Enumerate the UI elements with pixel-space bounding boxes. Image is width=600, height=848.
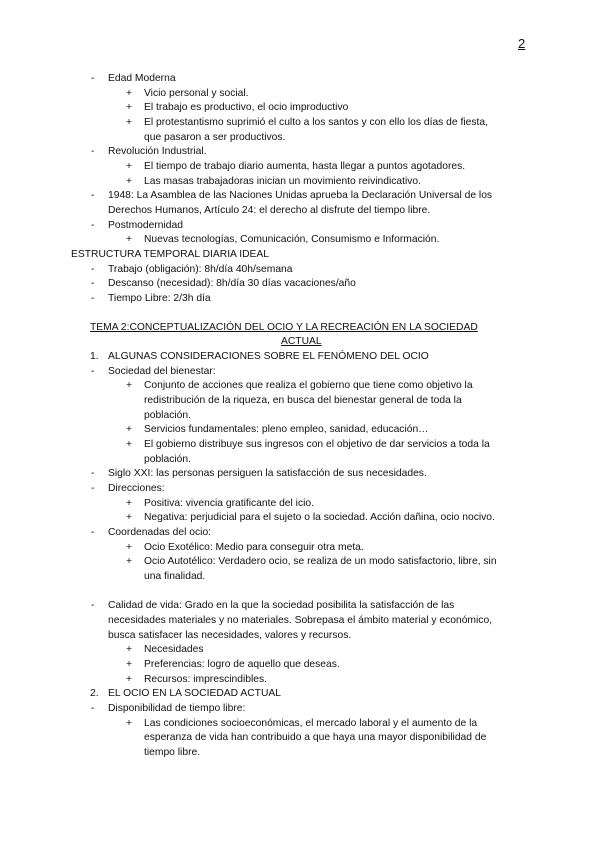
dash-bullet: - xyxy=(91,220,95,231)
list-item: Necesidades xyxy=(144,644,204,655)
list-item: Direcciones: xyxy=(108,483,165,494)
plus-bullet: + xyxy=(126,674,133,685)
plus-bullet: + xyxy=(126,556,133,567)
list-item-continuation: esperanza de vida han contribuido a que haya una mayor disponibilidad de xyxy=(144,732,487,743)
list-item-continuation: población. xyxy=(144,454,191,465)
list-item-continuation: una finalidad. xyxy=(144,571,206,582)
list-item-continuation: Derechos Humanos, Artículo 24: el derecho al disfrute del tiempo libre. xyxy=(108,205,431,216)
plus-bullet: + xyxy=(126,88,133,99)
list-item: Positiva: vivencia gratificante del icio. xyxy=(144,498,314,509)
dash-bullet: - xyxy=(91,293,95,304)
list-item-continuation: tiempo libre. xyxy=(144,747,201,758)
plus-bullet: + xyxy=(126,161,133,172)
plus-bullet: + xyxy=(126,102,133,113)
section-heading: ESTRUCTURA TEMPORAL DIARIA IDEAL xyxy=(71,249,269,260)
list-item: Trabajo (obligación): 8h/día 40h/semana xyxy=(108,264,293,275)
list-item: 1948: La Asamblea de las Naciones Unidas aprueba la Declaración Universal de los xyxy=(108,190,493,201)
section-number: 1. xyxy=(90,351,99,362)
subsection-heading: ALGUNAS CONSIDERACIONES SOBRE EL FENÓMENO DEL OCIO xyxy=(108,351,429,362)
list-item: Las condiciones socioeconómicas, el mercado laboral y el aumento de la xyxy=(144,718,478,729)
list-item: Coordenadas del ocio: xyxy=(108,527,212,538)
dash-bullet: - xyxy=(91,483,95,494)
list-item-continuation: necesidades materiales y no materiales. Sobrepasa el ámbito material y económico, xyxy=(108,615,493,626)
plus-bullet: + xyxy=(126,512,133,523)
list-item: Sociedad del bienestar: xyxy=(108,366,216,377)
dash-bullet: - xyxy=(91,146,95,157)
list-item: Recursos: imprescindibles. xyxy=(144,674,268,685)
plus-bullet: + xyxy=(126,176,133,187)
list-item: El gobierno distribuye sus ingresos con el objetivo de dar servicios a toda la xyxy=(144,439,490,450)
dash-bullet: - xyxy=(91,527,95,538)
list-item: Postmodernidad xyxy=(108,220,183,231)
plus-bullet: + xyxy=(126,644,133,655)
plus-bullet: + xyxy=(126,117,133,128)
list-item: Disponibilidad de tiempo libre: xyxy=(108,703,246,714)
list-item: Servicios fundamentales: pleno empleo, sanidad, educación… xyxy=(144,424,429,435)
list-item: Siglo XXI: las personas persiguen la satisfacción de sus necesidades. xyxy=(108,468,427,479)
list-item-continuation: que pasaron a ser productivos. xyxy=(144,132,286,143)
list-item-continuation: población. xyxy=(144,410,191,421)
dash-bullet: - xyxy=(91,468,95,479)
list-item: Preferencias: logro de aquello que deseas. xyxy=(144,659,340,670)
list-item: Conjunto de acciones que realiza el gobierno que tiene como objetivo la xyxy=(144,380,473,391)
dash-bullet: - xyxy=(91,703,95,714)
section-number: 2. xyxy=(90,688,99,699)
dash-bullet: - xyxy=(91,73,95,84)
dash-bullet: - xyxy=(91,366,95,377)
subsection-heading: EL OCIO EN LA SOCIEDAD ACTUAL xyxy=(108,688,282,699)
dash-bullet: - xyxy=(91,600,95,611)
plus-bullet: + xyxy=(126,659,133,670)
list-item-continuation: redistribución de la riqueza, en busca del bienestar general de toda la xyxy=(144,395,462,406)
list-item: Revolución Industrial. xyxy=(108,146,207,157)
list-item: Descanso (necesidad): 8h/día 30 días vacaciones/año xyxy=(108,278,356,289)
list-item: El protestantismo suprimió el culto a los santos y con ello los días de fiesta, xyxy=(144,117,488,128)
topic-title: TEMA 2:CONCEPTUALIZACIÓN DEL OCIO Y LA RECREACIÓN EN LA SOCIEDAD xyxy=(90,322,478,333)
list-item: Tiempo Libre: 2/3h día xyxy=(108,293,211,304)
plus-bullet: + xyxy=(126,542,133,553)
plus-bullet: + xyxy=(126,424,133,435)
plus-bullet: + xyxy=(126,718,133,729)
list-item: Vicio personal y social. xyxy=(144,88,249,99)
dash-bullet: - xyxy=(91,264,95,275)
list-item: Ocio Exotélico: Medio para conseguir otra meta. xyxy=(144,542,364,553)
list-item: Las masas trabajadoras inician un movimiento reivindicativo. xyxy=(144,176,422,187)
list-item: Nuevas tecnologías, Comunicación, Consumismo e Información. xyxy=(144,234,440,245)
list-item: El trabajo es productivo, el ocio improductivo xyxy=(144,102,349,113)
list-item: Calidad de vida: Grado en la que la sociedad posibilita la satisfacción de las xyxy=(108,600,455,611)
plus-bullet: + xyxy=(126,439,133,450)
dash-bullet: - xyxy=(91,278,95,289)
plus-bullet: + xyxy=(126,234,133,245)
topic-title-continuation: ACTUAL xyxy=(281,336,322,347)
list-item: Edad Moderna xyxy=(108,73,176,84)
plus-bullet: + xyxy=(126,380,133,391)
list-item-continuation: busca satisfacer las necesidades, valores y recursos. xyxy=(108,630,352,641)
page-number: 2 xyxy=(518,36,526,51)
list-item: El tiempo de trabajo diario aumenta, hasta llegar a puntos agotadores. xyxy=(144,161,466,172)
plus-bullet: + xyxy=(126,498,133,509)
dash-bullet: - xyxy=(91,190,95,201)
list-item: Ocio Autotélico: Verdadero ocio, se realiza de un modo satisfactorio, libre, sin xyxy=(144,556,497,567)
list-item: Negativa: perjudicial para el sujeto o la sociedad. Acción dañina, ocio nocivo. xyxy=(144,512,495,523)
